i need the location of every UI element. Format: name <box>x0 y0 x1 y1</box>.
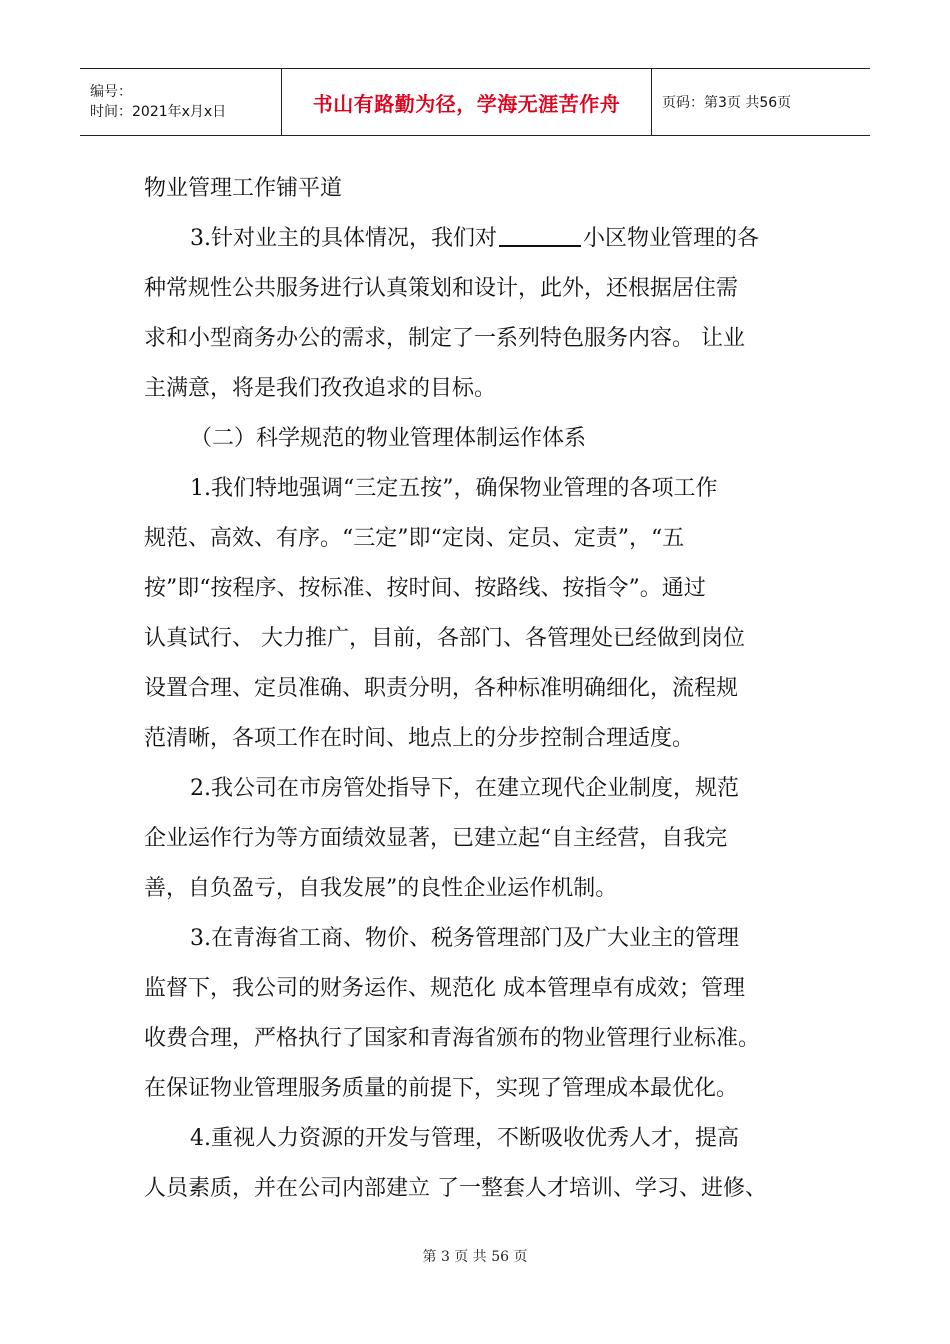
code-label: 编号： <box>90 84 132 100</box>
body-line: 规范、高效、有序。“三定”即“定岗、定员、定责”，“五 <box>144 526 685 551</box>
body-line: 善，自负盈亏，自我发展”的良性企业运作机制。 <box>144 876 618 901</box>
body-line: 4.重视人力资源的开发与管理，不断吸收优秀人才，提高 <box>190 1126 739 1151</box>
body-line: 范清晰，各项工作在时间、地点上的分步控制合理适度。 <box>144 726 695 751</box>
page-footer: 第 3 页 共 56 页 <box>422 1249 528 1265</box>
fill-in-blank <box>499 223 581 247</box>
body-line: 设置合理、定员准确、职责分明，各种标准明确细化，流程规 <box>144 676 739 701</box>
header-motto: 书山有路勤为径，学海无涯苦作舟 <box>282 69 652 135</box>
body-line: 求和小型商务办公的需求，制定了一系列特色服务内容。 让业 <box>144 326 745 351</box>
header-page-info: 页码：第3页 共56页 <box>662 95 792 111</box>
body-line: 物业管理工作铺平道 <box>144 176 343 201</box>
section-heading: （二）科学规范的物业管理体制运作体系 <box>190 426 587 451</box>
body-line: 1.我们特地强调“三定五按”，确保物业管理的各项工作 <box>190 476 718 501</box>
body-line: 企业运作行为等方面绩效显著，已建立起“自主经营，自我完 <box>144 826 728 851</box>
body-text: 小区物业管理的各 <box>583 226 760 251</box>
page-header <box>80 68 870 136</box>
body-line: 主满意，将是我们孜孜追求的目标。 <box>144 376 497 401</box>
body-line: 监督下，我公司的财务运作、规范化 成本管理卓有成效；管理 <box>144 976 745 1001</box>
body-line: 人员素质，并在公司内部建立 了一整套人才培训、学习、进修、 <box>144 1176 767 1201</box>
header-meta <box>80 69 282 135</box>
time-label: 时间：2021年x月x日 <box>90 104 227 120</box>
body-line <box>144 214 824 264</box>
body-line: 2.我公司在市房管处指导下，在建立现代企业制度，规范 <box>190 776 739 801</box>
body-line: 3.在青海省工商、物价、税务管理部门及广大业主的管理 <box>190 926 739 951</box>
body-text: 3.针对业主的具体情况，我们对 <box>190 226 497 251</box>
body-line: 在保证物业管理服务质量的前提下，实现了管理成本最优化。 <box>144 1076 739 1101</box>
body-line: 认真试行、 大力推广，目前，各部门、各管理处已经做到岗位 <box>144 626 745 651</box>
body-line: 收费合理，严格执行了国家和青海省颁布的物业管理行业标准。 <box>144 1026 761 1051</box>
document-body <box>144 164 824 1214</box>
body-line: 种常规性公共服务进行认真策划和设计，此外，还根据居住需 <box>144 276 739 301</box>
body-line: 按”即“按程序、按标准、按时间、按路线、按指令”。通过 <box>144 576 706 601</box>
